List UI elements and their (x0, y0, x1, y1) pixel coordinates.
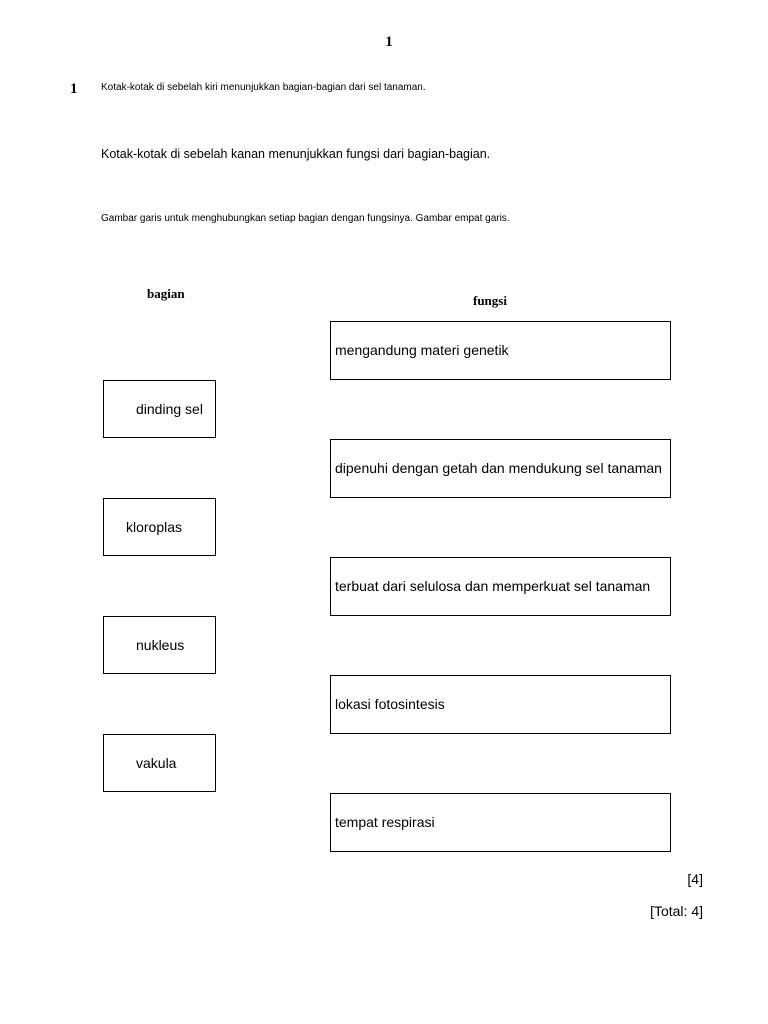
part-box-vakula[interactable] (103, 734, 216, 792)
function-box-photosynthesis[interactable] (330, 675, 671, 734)
page-number: 1 (385, 34, 393, 50)
instruction-right-boxes: Kotak-kotak di sebelah kanan menunjukkan fungsi dari bagian-bagian. (101, 147, 491, 161)
function-box-genetic-material[interactable] (330, 321, 671, 380)
function-label: terbuat dari selulosa dan memperkuat sel tanaman (335, 578, 651, 594)
function-label: tempat respirasi (335, 814, 435, 830)
function-box-cellulose[interactable] (330, 557, 671, 616)
function-box-sap-support[interactable] (330, 439, 671, 498)
question-marks: [4] (687, 871, 703, 887)
part-label: dinding sel (136, 401, 203, 417)
part-box-kloroplas[interactable] (103, 498, 216, 556)
function-label: lokasi fotosintesis (335, 696, 445, 712)
question-number: 1 (70, 81, 78, 97)
instruction-left-boxes: Kotak-kotak di sebelah kiri menunjukkan bagian-bagian dari sel tanaman. (101, 82, 426, 93)
part-label: kloroplas (126, 519, 183, 535)
part-box-nukleus[interactable] (103, 616, 216, 674)
function-label: mengandung materi genetik (335, 342, 509, 358)
function-box-respiration[interactable] (330, 793, 671, 852)
instruction-draw-lines: Gambar garis untuk menghubungkan setiap bagian dengan fungsinya. Gambar empat garis. (101, 213, 510, 224)
part-label: vakula (136, 755, 177, 771)
part-label: nukleus (136, 637, 185, 653)
function-label: dipenuhi dengan getah dan mendukung sel tanaman (335, 460, 662, 476)
part-box-dinding-sel[interactable] (103, 380, 216, 438)
parts-column-heading: bagian (147, 286, 185, 301)
functions-column-heading: fungsi (473, 293, 507, 308)
total-marks: [Total: 4] (650, 903, 703, 919)
